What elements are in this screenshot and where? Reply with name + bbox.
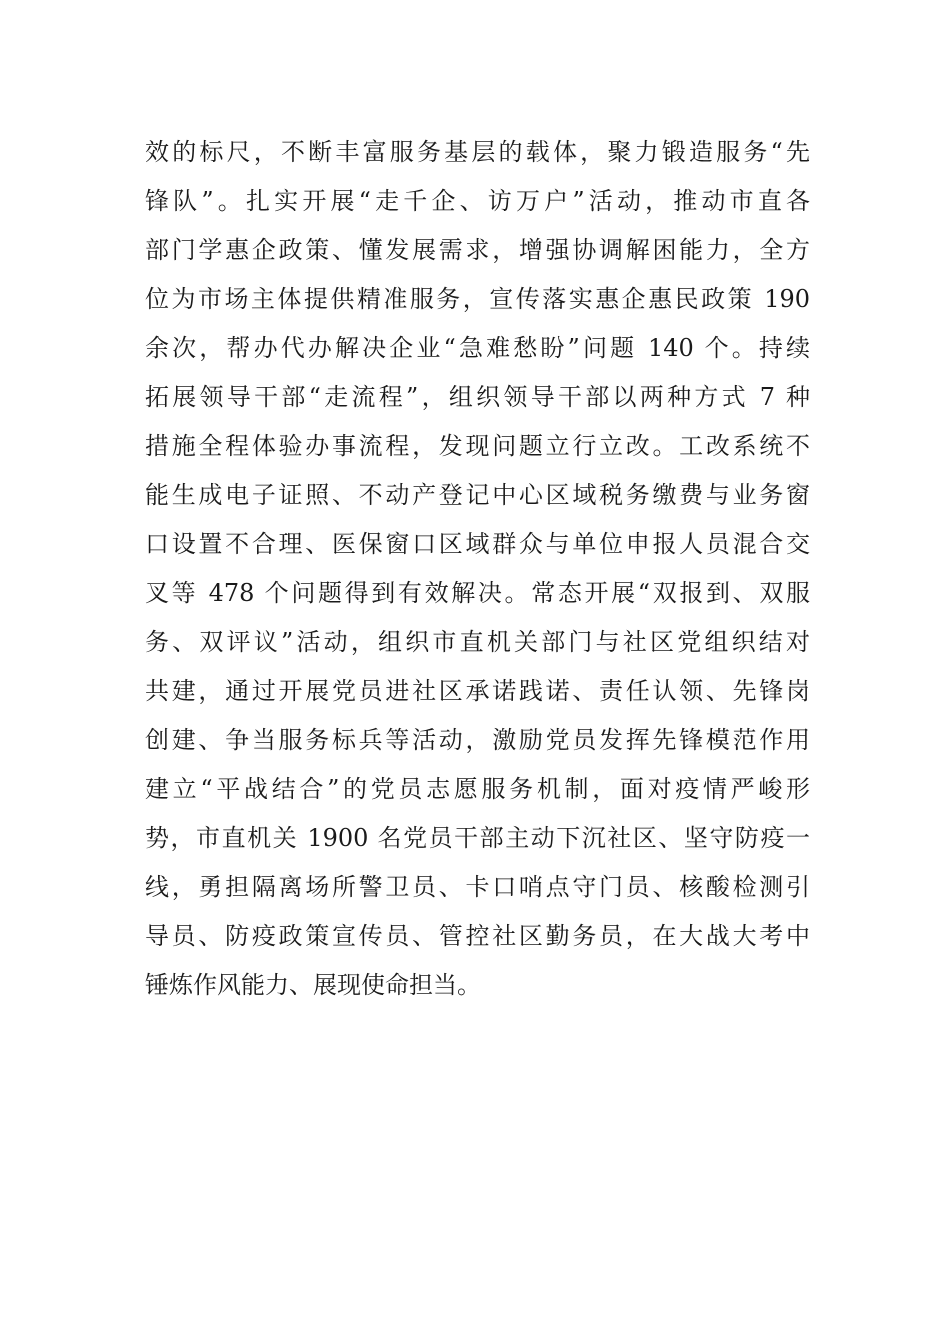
paragraph-line-13: 创建、争当服务标兵等活动，激励党员发挥先锋模范作用 bbox=[145, 726, 810, 754]
paragraph-line-3: 部门学惠企政策、懂发展需求，增强协调解困能力，全方 bbox=[145, 236, 810, 264]
paragraph-line-4: 位为市场主体提供精准服务，宣传落实惠企惠民政策 190 bbox=[145, 285, 810, 313]
paragraph-line-2: 锋队”。扎实开展“走千企、访万户”活动，推动市直各 bbox=[145, 187, 810, 215]
paragraph-line-17: 导员、防疫政策宣传员、管控社区勤务员，在大战大考中 bbox=[145, 922, 810, 950]
paragraph-line-5: 余次，帮办代办解决企业“急难愁盼”问题 140 个。持续 bbox=[145, 334, 810, 362]
paragraph-line-10: 叉等 478 个问题得到有效解决。常态开展“双报到、双服 bbox=[145, 579, 810, 607]
paragraph-line-1: 效的标尺，不断丰富服务基层的载体，聚力锻造服务“先 bbox=[145, 138, 810, 166]
paragraph-line-11: 务、双评议”活动，组织市直机关部门与社区党组织结对 bbox=[145, 628, 810, 656]
paragraph-line-14: 建立“平战结合”的党员志愿服务机制，面对疫情严峻形 bbox=[145, 775, 810, 803]
paragraph-line-16: 线，勇担隔离场所警卫员、卡口哨点守门员、核酸检测引 bbox=[145, 873, 810, 901]
paragraph-line-15: 势，市直机关 1900 名党员干部主动下沉社区、坚守防疫一 bbox=[145, 824, 810, 852]
body-paragraph bbox=[145, 128, 810, 1010]
paragraph-line-9: 口设置不合理、医保窗口区域群众与单位申报人员混合交 bbox=[145, 530, 810, 558]
paragraph-line-7: 措施全程体验办事流程，发现问题立行立改。工改系统不 bbox=[145, 432, 810, 460]
paragraph-line-12: 共建，通过开展党员进社区承诺践诺、责任认领、先锋岗 bbox=[145, 677, 810, 705]
paragraph-line-18: 锤炼作风能力、展现使命担当。 bbox=[145, 971, 481, 999]
paragraph-line-6: 拓展领导干部“走流程”，组织领导干部以两种方式 7 种 bbox=[145, 383, 810, 411]
paragraph-line-8: 能生成电子证照、不动产登记中心区域税务缴费与业务窗 bbox=[145, 481, 810, 509]
